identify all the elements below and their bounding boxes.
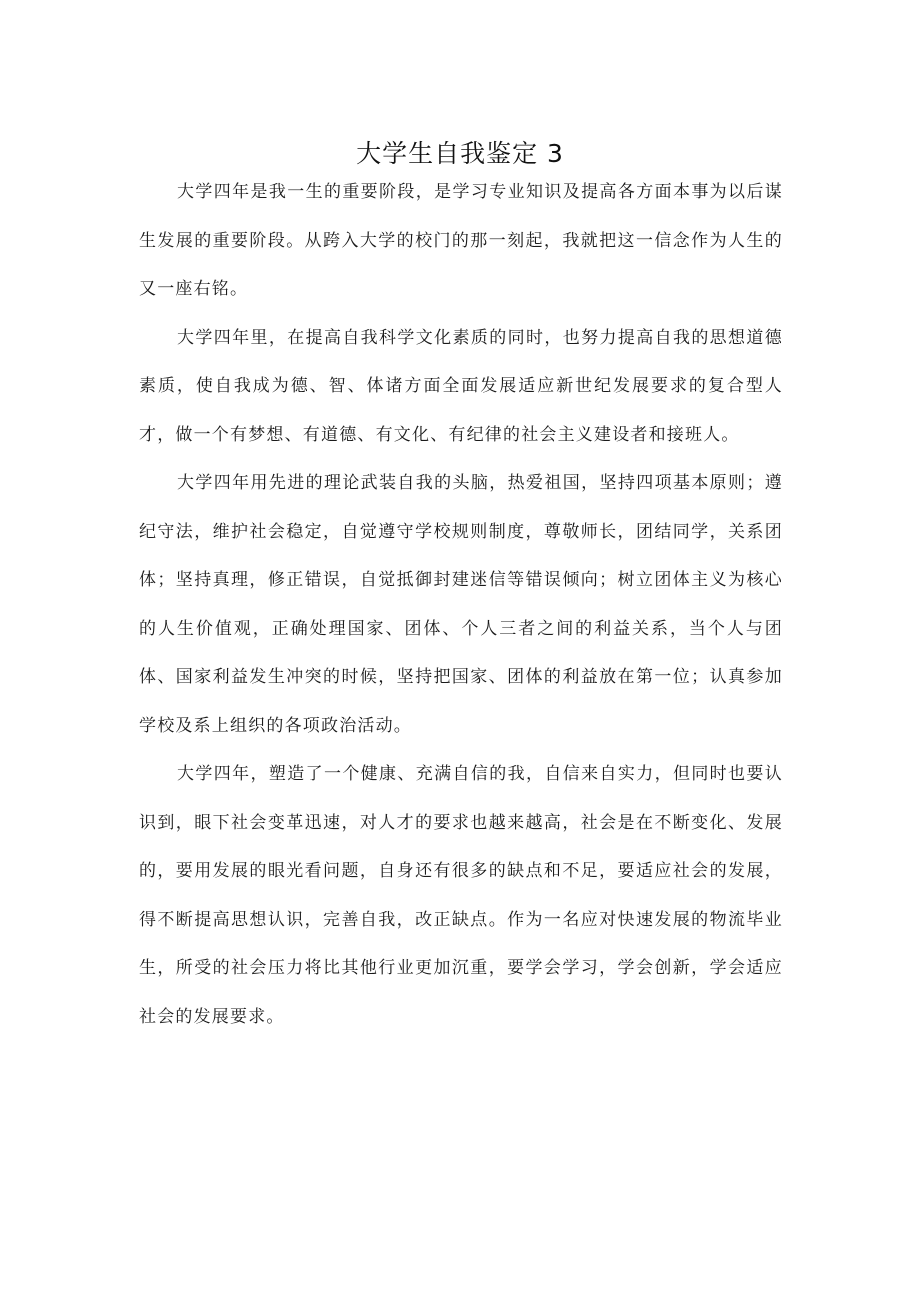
- document-body: [139, 168, 783, 1041]
- paragraph-4: 大学四年，塑造了一个健康、充满自信的我，自信来自实力，但同时也要认识到，眼下社会变革迅速，对人才的要求也越来越高，社会是在不断变化、发展的，要用发展的眼光看问题，自身还有很多的缺点和不足，要适应社会的发展，得不断提高思想认识，完善自我，改正缺点。作为一名应对快速发展的物流毕业生，所受的社会压力将比其他行业更加沉重，要学会学习，学会创新，学会适应社会的发展要求。: [139, 764, 783, 1027]
- paragraph-2: 大学四年里，在提高自我科学文化素质的同时，也努力提高自我的思想道德素质，使自我成为德、智、体诸方面全面发展适应新世纪发展要求的复合型人才，做一个有梦想、有道德、有文化、有纪律的社会主义建设者和接班人。: [139, 327, 783, 445]
- paragraph-3: 大学四年用先进的理论武装自我的头脑，热爱祖国，坚持四项基本原则；遵纪守法，维护社会稳定，自觉遵守学校规则制度，尊敬师长，团结同学，关系团体；坚持真理，修正错误，自觉抵御封建迷信等错误倾向；树立团体主义为核心的人生价值观，正确处理国家、团体、个人三者之间的利益关系，当个人与团体、国家利益发生冲突的时候，坚持把国家、团体的利益放在第一位；认真参加学校及系上组织的各项政治活动。: [139, 473, 783, 736]
- document-title: 大学生自我鉴定 3: [356, 138, 564, 168]
- paragraph-1: 大学四年是我一生的重要阶段，是学习专业知识及提高各方面本事为以后谋生发展的重要阶段。从跨入大学的校门的那一刻起，我就把这一信念作为人生的又一座右铭。: [139, 182, 783, 299]
